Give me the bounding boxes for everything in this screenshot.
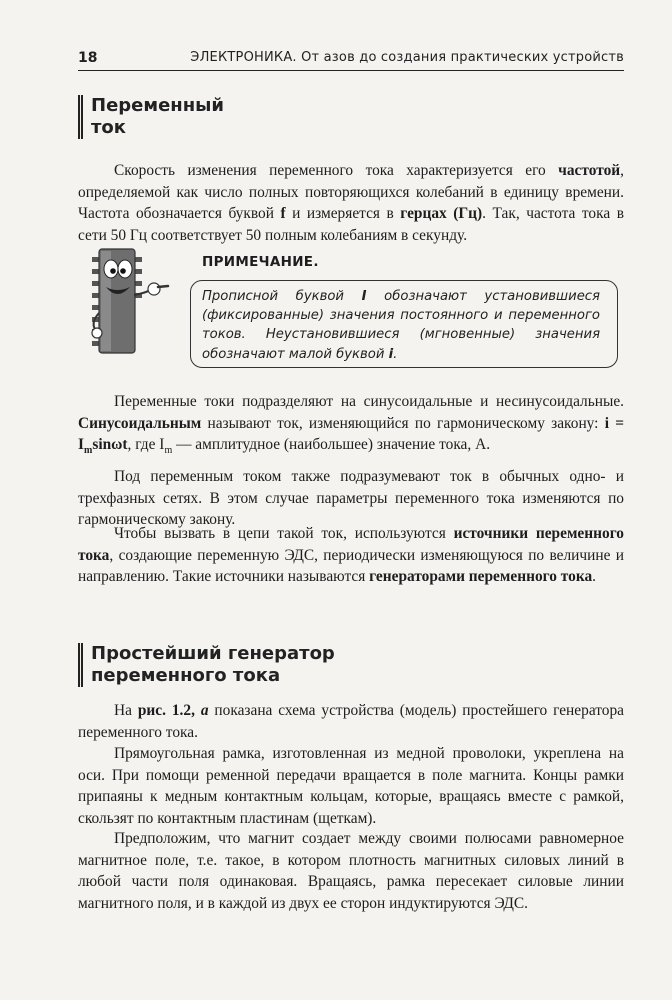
running-title: ЭЛЕКТРОНИКА. От азов до создания практических устройств xyxy=(190,50,624,65)
formula-current: $i = I_m\sin\omega t$ xyxy=(78,414,624,457)
paragraph-three-phase: Под переменным током также подразумевают ток в обычных одно- и трехфазных сетях. В этом случае параметры переменного тока изменяются по гармоническому закону. xyxy=(78,468,624,528)
section-heading-simple-generator: Простейший генератор переменного тока xyxy=(78,643,391,687)
paragraph-sinusoidal: Переменные токи подразделяют на синусоидальные и несинусоидальные. Синусоидальным называют ток, изменяющийся по гармоническому закону: $i = I_m\sin\omega t$, где $I_m$ — амплитудное (наибольшее) значение тока, А. xyxy=(78,393,624,457)
note-title: ПРИМЕЧАНИЕ. xyxy=(202,254,319,270)
note-text: Прописной буквой I обозначают установившиеся (фиксированные) значения постоянного и переменного токов. Неустановившиеся (мгновенные) значения обозначают малой буквой i. xyxy=(202,289,600,362)
section-heading-alternating-current: Переменный ток xyxy=(78,95,251,139)
paragraph-frequency: Скорость изменения переменного тока характеризуется его частотой, определяемой как число полных повторяющихся колебаний в единицу времени. Частота обозначается буквой f и измеряется в герцах (Гц). Так, частота тока в сети 50 Гц соответствует 50 полным колебаниям в секунду. xyxy=(78,162,624,244)
page-number: 18 xyxy=(78,50,98,66)
paragraph-frame: Прямоугольная рамка, изготовленная из медной проволоки, укреплена на оси. При помощи ременной передачи вращается в поле магнита. Концы рамки припаяны к медным контактным кольцам, которые, вращаясь вместе с рамкой, скользят по контактным пластинам (щеткам). xyxy=(78,745,624,827)
running-header xyxy=(78,48,624,71)
paragraph-magnetic-field: Предположим, что магнит создает между своими полюсами равномерное магнитное поле, т.е. такое, в котором плотность магнитных силовых линий в любой части поля одинаковая. Вращаясь, рамка пересекает силовые линии магнитного поля, и в каждой из двух ее сторон индуктируются ЭДС. xyxy=(78,830,624,912)
paragraph-ac-sources: Чтобы вызвать в цепи такой ток, используются источники переменного тока, создающие переменную ЭДС, периодически изменяющуюся по величине и направлению. Такие источники называются генераторами переменного тока. xyxy=(78,525,624,585)
paragraph-figure-reference: На рис. 1.2, а показана схема устройства (модель) простейшего генератора переменного тока. xyxy=(78,702,624,741)
chip-mascot-pointing-icon xyxy=(86,243,172,359)
